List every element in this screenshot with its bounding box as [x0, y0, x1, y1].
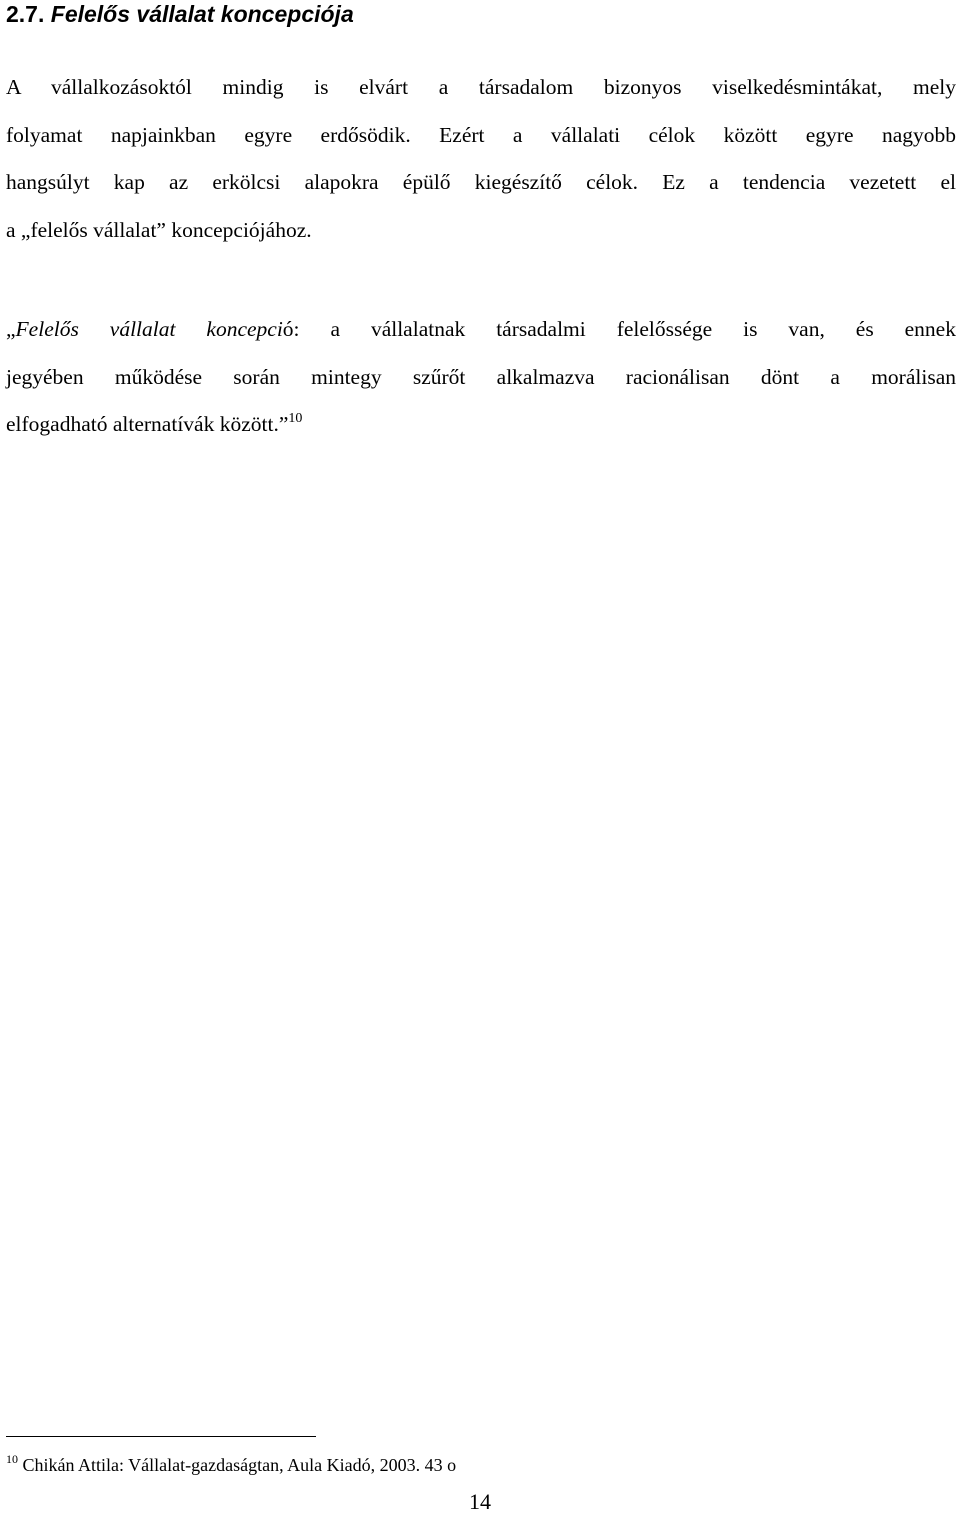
- definition-text: ó: a vállalatnak társadalmi felelőssége is van, és ennek: [282, 317, 956, 341]
- paragraph-line: hangsúlyt kap az erkölcsi alapokra épülő kiegészítő célok. Ez a tendencia vezetett el: [6, 170, 956, 194]
- definition-line: jegyében működése során mintegy szűrőt alkalmazva racionálisan dönt a morálisan: [6, 364, 956, 389]
- section-title: Felelős vállalat koncepciója: [50, 1, 354, 27]
- section-heading: [6, 0, 354, 30]
- paragraph-definition: [6, 306, 956, 449]
- footnote-divider: [6, 1436, 316, 1437]
- footnote-text: Chikán Attila: Vállalat-gazdaságtan, Aula Kiadó, 2003. 43 o: [22, 1455, 457, 1475]
- section-number: 2.7.: [6, 1, 45, 27]
- definition-text: elfogadható alternatívák között.”: [6, 412, 289, 436]
- footnote-reference[interactable]: 10: [288, 411, 303, 426]
- page-number: 14: [469, 1489, 491, 1514]
- definition-line: [6, 306, 956, 354]
- footnote-marker: 10: [6, 1452, 18, 1466]
- footnote: [6, 1452, 456, 1478]
- paragraph-line: A vállalkozásoktól mindig is elvárt a társadalom bizonyos viselkedésmintákat, mely: [6, 75, 956, 99]
- definition-line: [6, 401, 956, 449]
- paragraph-intro: [6, 64, 956, 254]
- open-quote: „: [6, 317, 16, 341]
- paragraph-line: folyamat napjainkban egyre erdősödik. Ezért a vállalati célok között egyre nagyobb: [6, 122, 956, 147]
- paragraph-line: a „felelős vállalat” koncepciójához.: [6, 217, 312, 242]
- defined-term: Felelős vállalat koncepci: [15, 317, 283, 341]
